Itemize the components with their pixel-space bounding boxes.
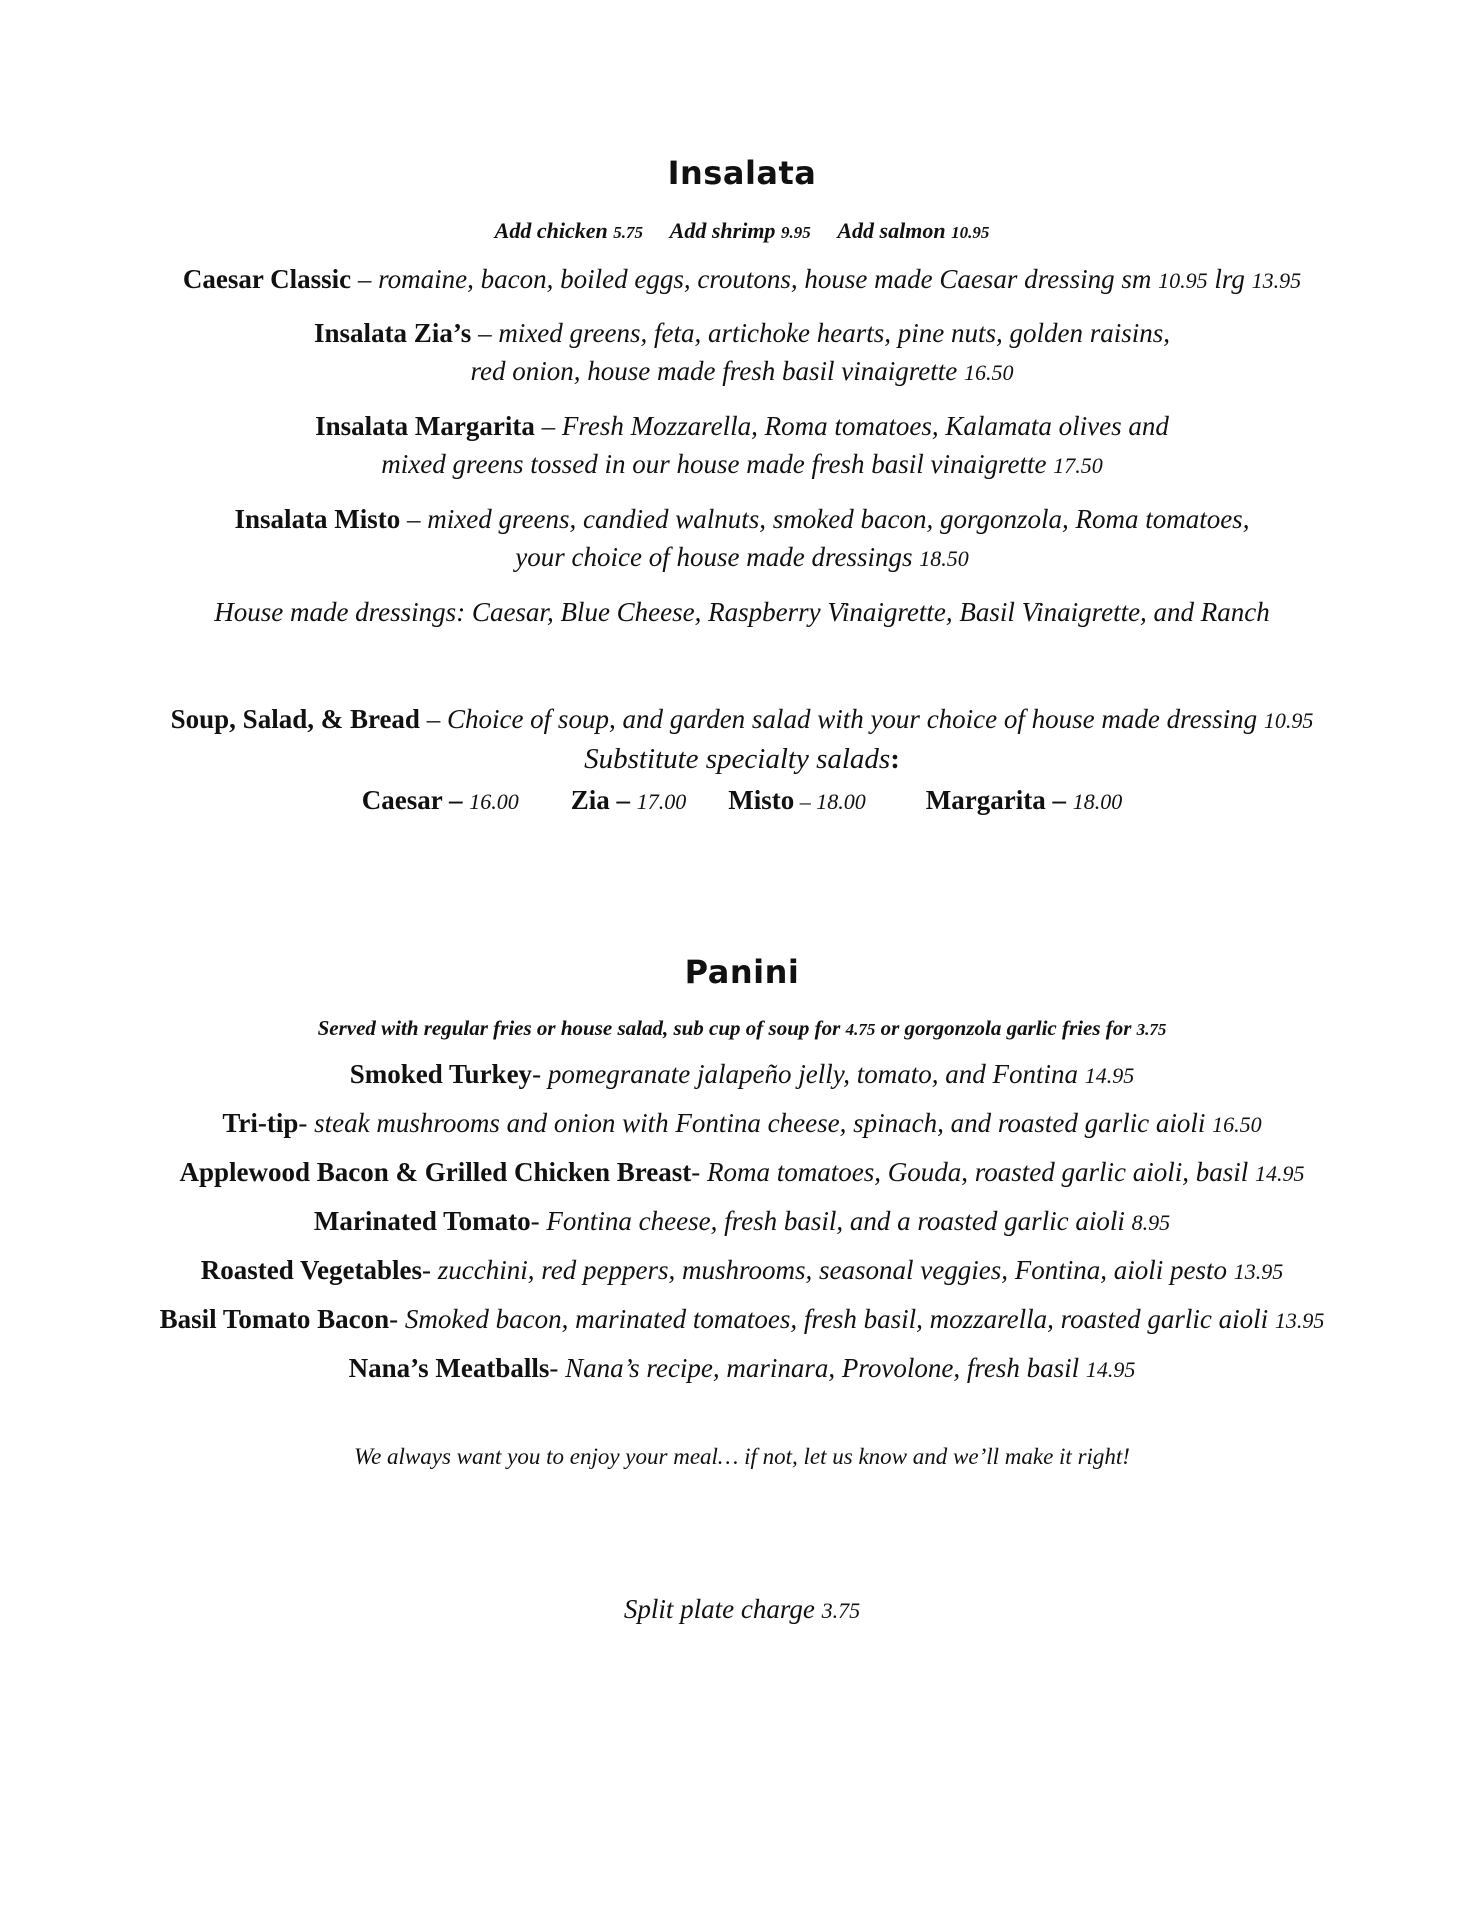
addons-line bbox=[0, 218, 1484, 244]
panini-item-sep: - bbox=[422, 1255, 438, 1285]
sub-margarita-dash: – bbox=[1045, 785, 1073, 815]
sub-zia-price: 17.00 bbox=[636, 789, 687, 814]
sub-margarita-price: 18.00 bbox=[1072, 789, 1123, 814]
sub-caesar-price: 16.00 bbox=[469, 789, 519, 814]
caesar-classic-desc: romaine, bacon, boiled eggs, croutons, house made Caesar dressing sm bbox=[378, 264, 1159, 294]
insalata-zias-desc1: mixed greens, feta, artichoke hearts, pine nuts, golden raisins, bbox=[498, 318, 1170, 348]
insalata-zias-item-line2 bbox=[0, 356, 1484, 387]
caesar-classic-name: Caesar Classic bbox=[182, 264, 352, 294]
split-plate-charge bbox=[0, 1594, 1484, 1625]
caesar-classic-price-sm: 10.95 bbox=[1158, 268, 1208, 293]
insalata-margarita-name: Insalata Margarita bbox=[315, 411, 535, 441]
addon-salmon-label: Add salmon bbox=[837, 218, 946, 243]
addon-shrimp-price: 9.95 bbox=[780, 223, 811, 242]
panini-item bbox=[0, 1353, 1484, 1384]
insalata-zias-desc2: red onion, house made fresh basil vinaigrette bbox=[470, 356, 964, 386]
insalata-zias-price: 16.50 bbox=[963, 360, 1014, 385]
substitute-label-text: Substitute specialty salads bbox=[584, 743, 891, 775]
panini-item bbox=[0, 1108, 1484, 1139]
sub-caesar-name: Caesar bbox=[361, 785, 443, 815]
panini-item-sep: - bbox=[691, 1157, 708, 1187]
insalata-misto-price: 18.50 bbox=[919, 546, 969, 571]
panini-item-sep: - bbox=[389, 1304, 405, 1334]
substitute-label bbox=[0, 743, 1484, 776]
panini-item bbox=[0, 1304, 1484, 1335]
panini-note-soup-price: 4.75 bbox=[845, 1020, 876, 1039]
panini-item-name: Roasted Vegetables bbox=[200, 1255, 423, 1285]
panini-item-price: 8.95 bbox=[1131, 1210, 1171, 1235]
insalata-margarita-item-line2 bbox=[0, 449, 1484, 480]
panini-item-name: Smoked Turkey bbox=[349, 1059, 533, 1089]
substitute-options bbox=[0, 785, 1484, 816]
soup-salad-bread-price: 10.95 bbox=[1263, 708, 1314, 733]
insalata-misto-name: Insalata Misto bbox=[234, 504, 401, 534]
insalata-misto-dash: – bbox=[400, 504, 428, 534]
panini-item-name: Nana’s Meatballs bbox=[348, 1353, 550, 1383]
substitute-label-colon: : bbox=[890, 743, 900, 775]
panini-item bbox=[0, 1059, 1484, 1090]
insalata-misto-desc2: your choice of house made dressings bbox=[515, 542, 920, 572]
panini-item bbox=[0, 1255, 1484, 1286]
panini-note-text-a: Served with regular fries or house salad, sub cup of soup for bbox=[317, 1016, 846, 1040]
panini-heading: Panini bbox=[684, 953, 800, 991]
panini-item-desc: pomegranate jalapeño jelly, tomato, and Fontina bbox=[547, 1059, 1085, 1089]
panini-item-price: 16.50 bbox=[1212, 1112, 1262, 1137]
caesar-classic-dash: – bbox=[351, 264, 379, 294]
panini-item-price: 13.95 bbox=[1233, 1259, 1284, 1284]
insalata-zias-dash: – bbox=[471, 318, 499, 348]
soup-salad-bread-desc: Choice of soup, and garden salad with your choice of house made dressing bbox=[446, 704, 1264, 734]
soup-salad-bread-name: Soup, Salad, & Bread bbox=[170, 704, 420, 734]
panini-note-fries-price: 3.75 bbox=[1136, 1020, 1167, 1039]
insalata-margarita-price: 17.50 bbox=[1053, 453, 1103, 478]
soup-salad-bread-item bbox=[0, 704, 1484, 735]
panini-item bbox=[0, 1157, 1484, 1188]
insalata-heading: Insalata bbox=[667, 154, 817, 192]
panini-item-desc: Roma tomatoes, Gouda, roasted garlic aioli, basil bbox=[707, 1157, 1256, 1187]
panini-item-name: Applewood Bacon & Grilled Chicken Breast bbox=[179, 1157, 692, 1187]
panini-item-sep: - bbox=[530, 1206, 547, 1236]
panini-item bbox=[0, 1206, 1484, 1237]
insalata-misto-item bbox=[0, 504, 1484, 535]
caesar-classic-item bbox=[0, 264, 1484, 295]
split-plate-label: Split plate charge bbox=[623, 1594, 822, 1624]
split-plate-price: 3.75 bbox=[821, 1598, 861, 1623]
panini-item-price: 14.95 bbox=[1255, 1161, 1305, 1186]
sub-zia-dash: – bbox=[609, 785, 637, 815]
addon-salmon-price: 10.95 bbox=[951, 223, 990, 242]
panini-item-desc: Fontina cheese, fresh basil, and a roasted garlic aioli bbox=[546, 1206, 1132, 1236]
insalata-margarita-desc1: Fresh Mozzarella, Roma tomatoes, Kalamata olives and bbox=[561, 411, 1169, 441]
panini-item-price: 14.95 bbox=[1084, 1063, 1135, 1088]
sub-zia-name: Zia bbox=[570, 785, 610, 815]
addon-shrimp-label: Add shrimp bbox=[669, 218, 776, 243]
house-dressings-line: House made dressings: Caesar, Blue Cheese, Raspberry Vinaigrette, Basil Vinaigrette, and Ranch bbox=[214, 597, 1270, 627]
caesar-classic-price-lrg: 13.95 bbox=[1251, 268, 1302, 293]
panini-item-price: 13.95 bbox=[1274, 1308, 1325, 1333]
sub-margarita-name: Margarita bbox=[925, 785, 1046, 815]
caesar-classic-lrg-label: lrg bbox=[1207, 264, 1252, 294]
sub-misto-dash: – bbox=[794, 789, 817, 814]
insalata-zias-name: Insalata Zia’s bbox=[314, 318, 472, 348]
insalata-misto-desc1: mixed greens, candied walnuts, smoked bacon, gorgonzola, Roma tomatoes, bbox=[427, 504, 1250, 534]
sub-misto-name: Misto bbox=[728, 785, 795, 815]
panini-item-desc: steak mushrooms and onion with Fontina cheese, spinach, and roasted garlic aioli bbox=[314, 1108, 1213, 1138]
addon-chicken-price: 5.75 bbox=[613, 223, 643, 242]
insalata-margarita-dash: – bbox=[534, 411, 562, 441]
insalata-misto-item-line2 bbox=[0, 542, 1484, 573]
panini-item-desc: Smoked bacon, marinated tomatoes, fresh basil, mozzarella, roasted garlic aioli bbox=[404, 1304, 1275, 1334]
panini-item-desc: zucchini, red peppers, mushrooms, seasonal veggies, Fontina, aioli pesto bbox=[437, 1255, 1234, 1285]
sub-misto-price: 18.00 bbox=[816, 789, 866, 814]
panini-item-price: 14.95 bbox=[1085, 1357, 1136, 1382]
insalata-zias-item bbox=[0, 318, 1484, 349]
satisfaction-message: We always want you to enjoy your meal… if not, let us know and we’ll make it right! bbox=[354, 1444, 1130, 1469]
panini-item-name: Tri-tip bbox=[222, 1108, 299, 1138]
panini-note-text-b: or gorgonzola garlic fries for bbox=[875, 1016, 1137, 1040]
soup-salad-bread-dash: – bbox=[419, 704, 447, 734]
panini-item-name: Basil Tomato Bacon bbox=[159, 1304, 390, 1334]
addon-chicken-label: Add chicken bbox=[494, 218, 608, 243]
panini-item-sep: - bbox=[298, 1108, 315, 1138]
insalata-margarita-desc2: mixed greens tossed in our house made fresh basil vinaigrette bbox=[381, 449, 1054, 479]
sub-caesar-dash: – bbox=[442, 785, 470, 815]
panini-served-note bbox=[0, 1016, 1484, 1041]
panini-item-name: Marinated Tomato bbox=[313, 1206, 531, 1236]
panini-item-desc: Nana’s recipe, marinara, Provolone, fresh basil bbox=[565, 1353, 1086, 1383]
insalata-margarita-item bbox=[0, 411, 1484, 442]
panini-item-sep: - bbox=[549, 1353, 566, 1383]
panini-item-sep: - bbox=[532, 1059, 548, 1089]
